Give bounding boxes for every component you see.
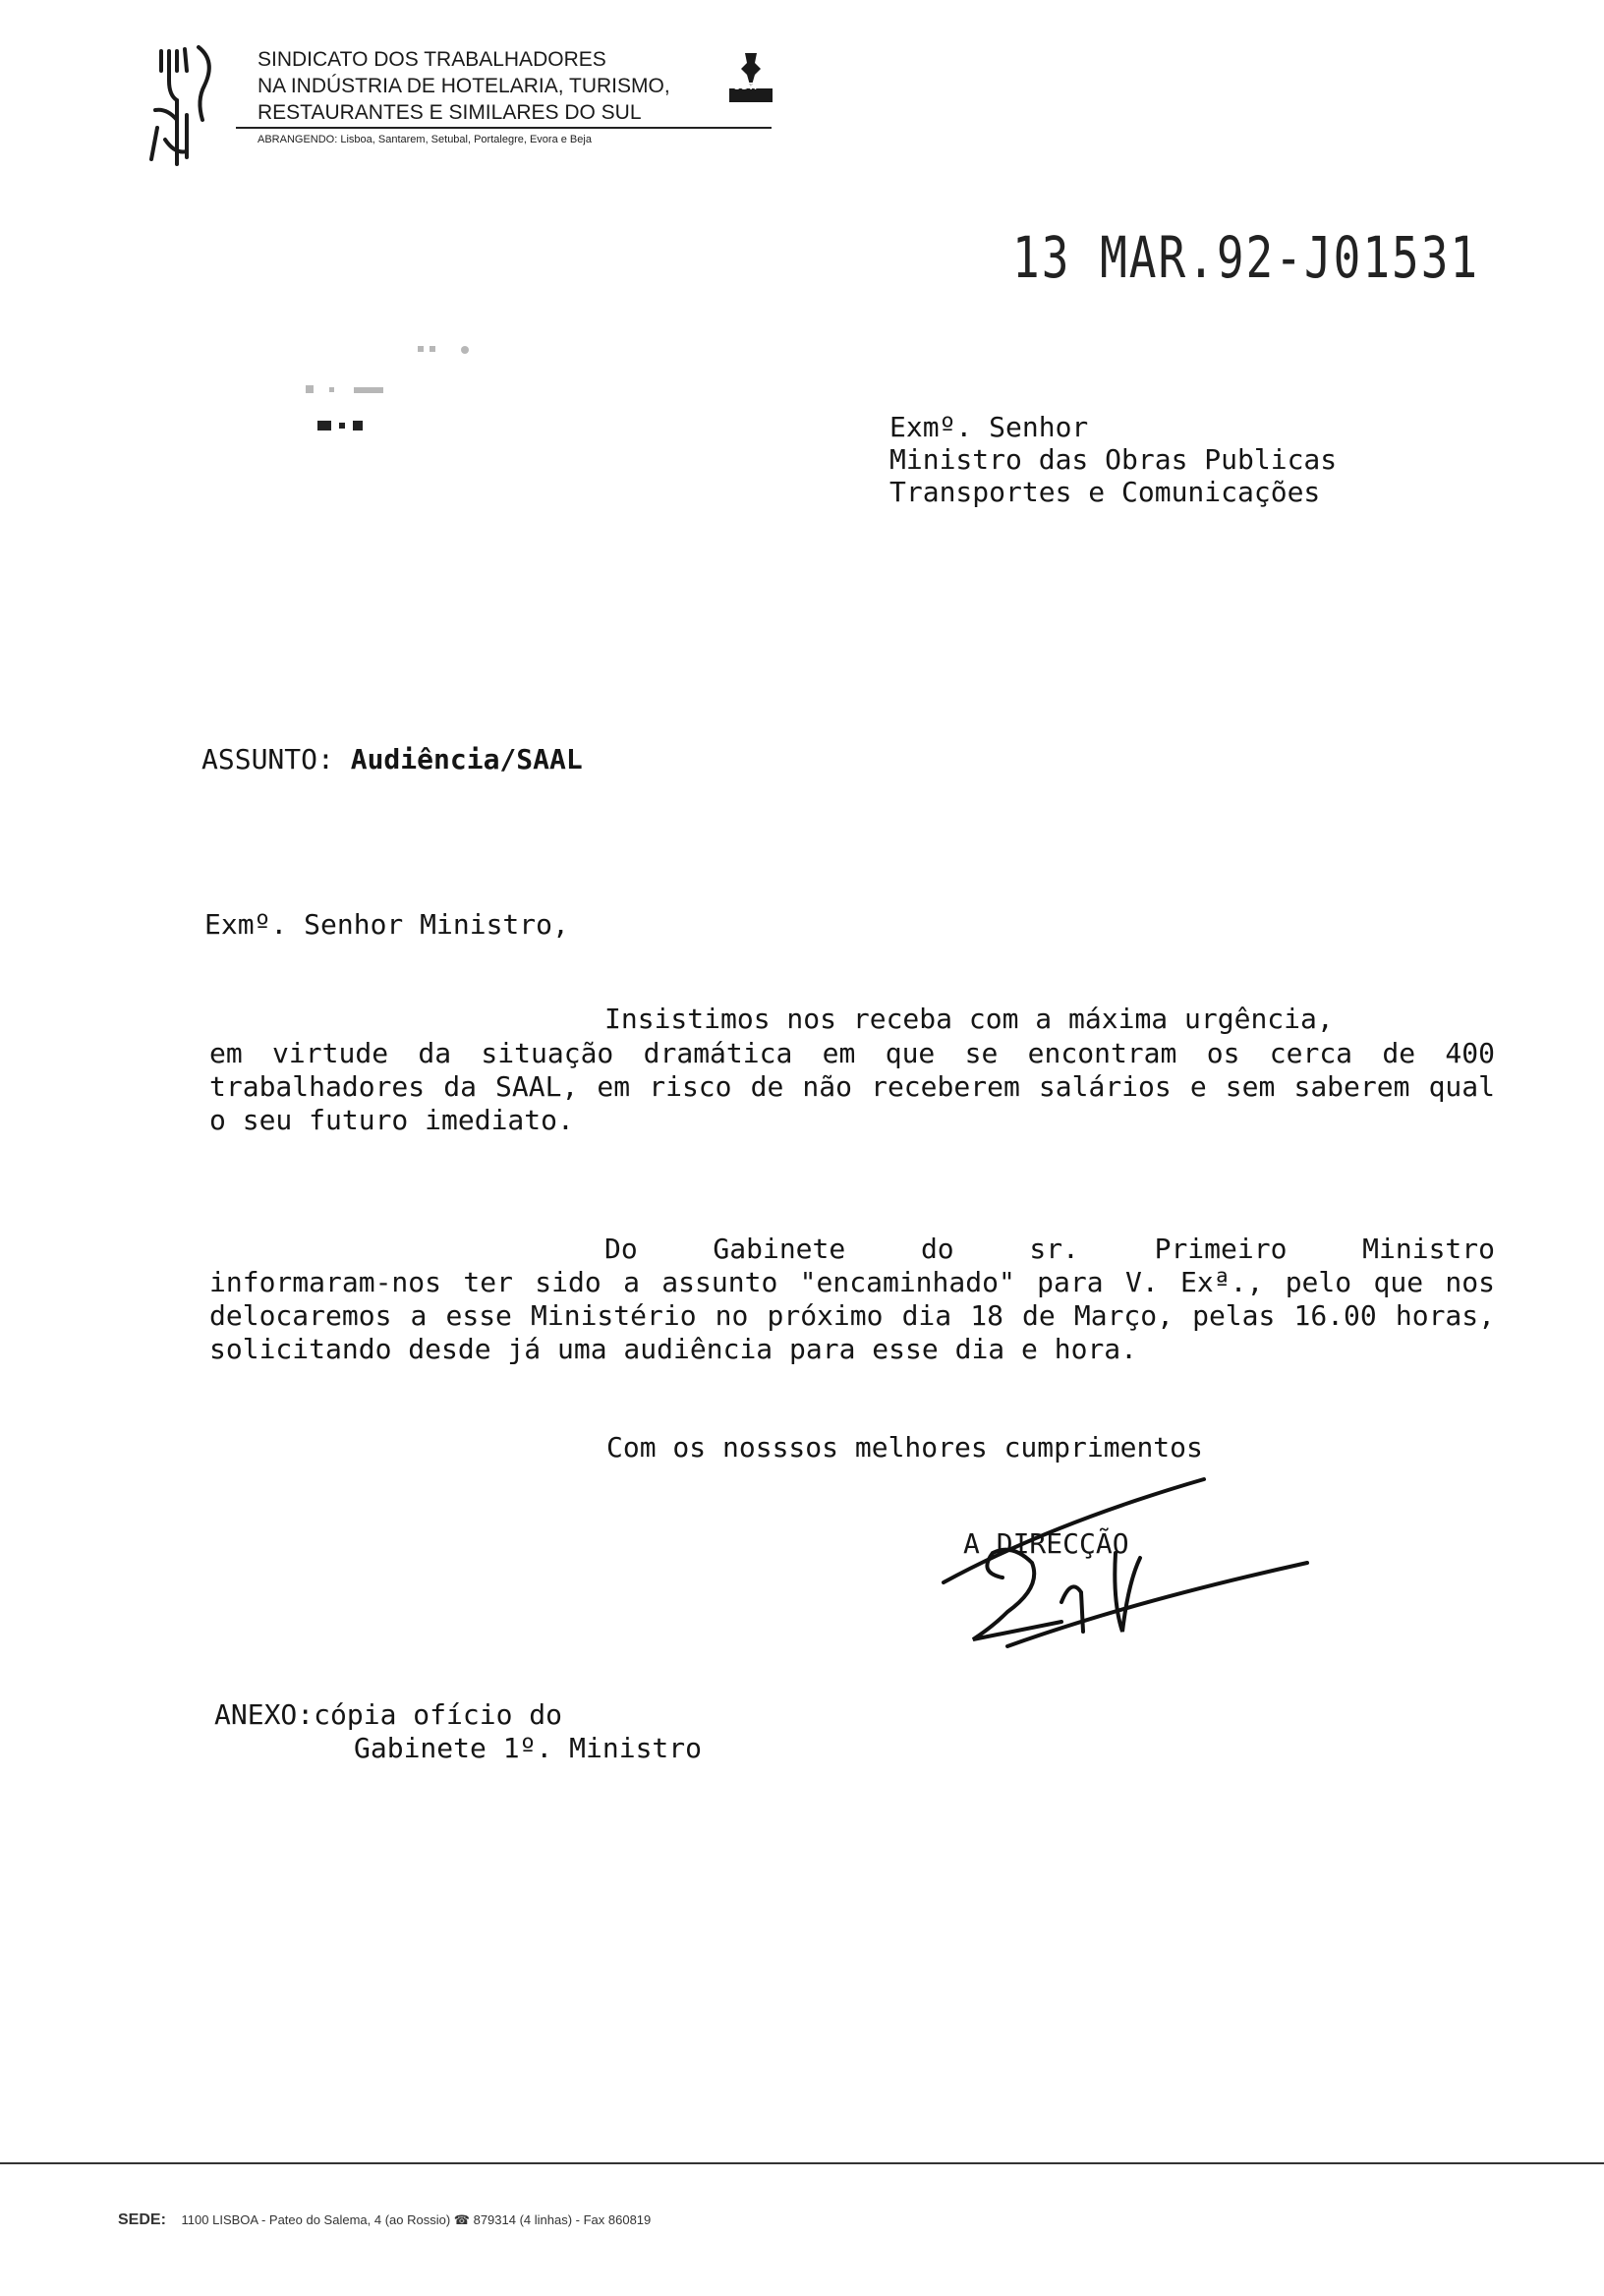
union-name-line-3: RESTAURANTES E SIMILARES DO SUL	[258, 101, 642, 124]
recipient-line-1: Exmº. Senhor	[889, 411, 1089, 443]
paragraph-1-first-line: Insistimos nos receba com a máxima urgência,	[604, 1003, 1334, 1035]
subject-line	[201, 743, 583, 775]
cgtp-emblem-icon	[725, 49, 776, 110]
recipient-line-3: Transportes e Comunicações	[889, 476, 1321, 508]
salutation: Exmº. Senhor Ministro,	[204, 908, 569, 941]
closing: Com os nosssos melhores cumprimentos	[606, 1431, 1203, 1464]
subject-label: ASSUNTO:	[201, 743, 334, 775]
annex-label: ANEXO:	[214, 1698, 315, 1731]
union-name-line-2: NA INDÚSTRIA DE HOTELARIA, TURISMO,	[258, 75, 670, 97]
footer-label: SEDE:	[118, 2211, 166, 2228]
union-logo-icon	[147, 41, 236, 174]
cgtp-emblem-label: CGTP	[733, 82, 761, 92]
paragraph-2-first-line: Do Gabinete do sr. Primeiro Ministro	[604, 1233, 1495, 1265]
union-coverage: ABRANGENDO: Lisboa, Santarem, Setubal, Portalegre, Evora e Beja	[258, 134, 592, 145]
subject-value: Audiência/SAAL	[350, 743, 583, 775]
paragraph-1-body: em virtude da situação dramática em que se encontram os cerca de 400 trabalhadores da SAAL, em risco de não receberem salários e sem saberem qual o seu futuro imediato.	[209, 1037, 1495, 1136]
faint-registry-marks	[300, 342, 477, 440]
annex-line-1	[214, 1698, 562, 1731]
union-name-line-1: SINDICATO DOS TRABALHADORES	[258, 48, 606, 71]
letterhead-rule	[236, 127, 772, 129]
signatory: A DIRECÇÃO	[963, 1527, 1129, 1560]
annex-description: cópia ofício do	[314, 1698, 563, 1731]
footer	[118, 2211, 651, 2229]
recipient-line-2: Ministro das Obras Publicas	[889, 443, 1338, 476]
paragraph-2-body: informaram-nos ter sido a assunto "encaminhado" para V. Exª., pelo que nos delocaremos a esse Ministério no próximo dia 18 de Março, pelas 16.00 horas, solicitando desde já uma audiência para esse dia e hora.	[209, 1266, 1495, 1365]
footer-address: 1100 LISBOA - Pateo do Salema, 4 (ao Rossio) ☎ 879314 (4 linhas) - Fax 860819	[181, 2212, 652, 2227]
received-stamp: 13 MAR.92-J01531	[1012, 224, 1480, 291]
footer-rule	[0, 2162, 1604, 2164]
annex-line-2: Gabinete 1º. Ministro	[354, 1732, 703, 1764]
signature-icon	[934, 1464, 1327, 1681]
